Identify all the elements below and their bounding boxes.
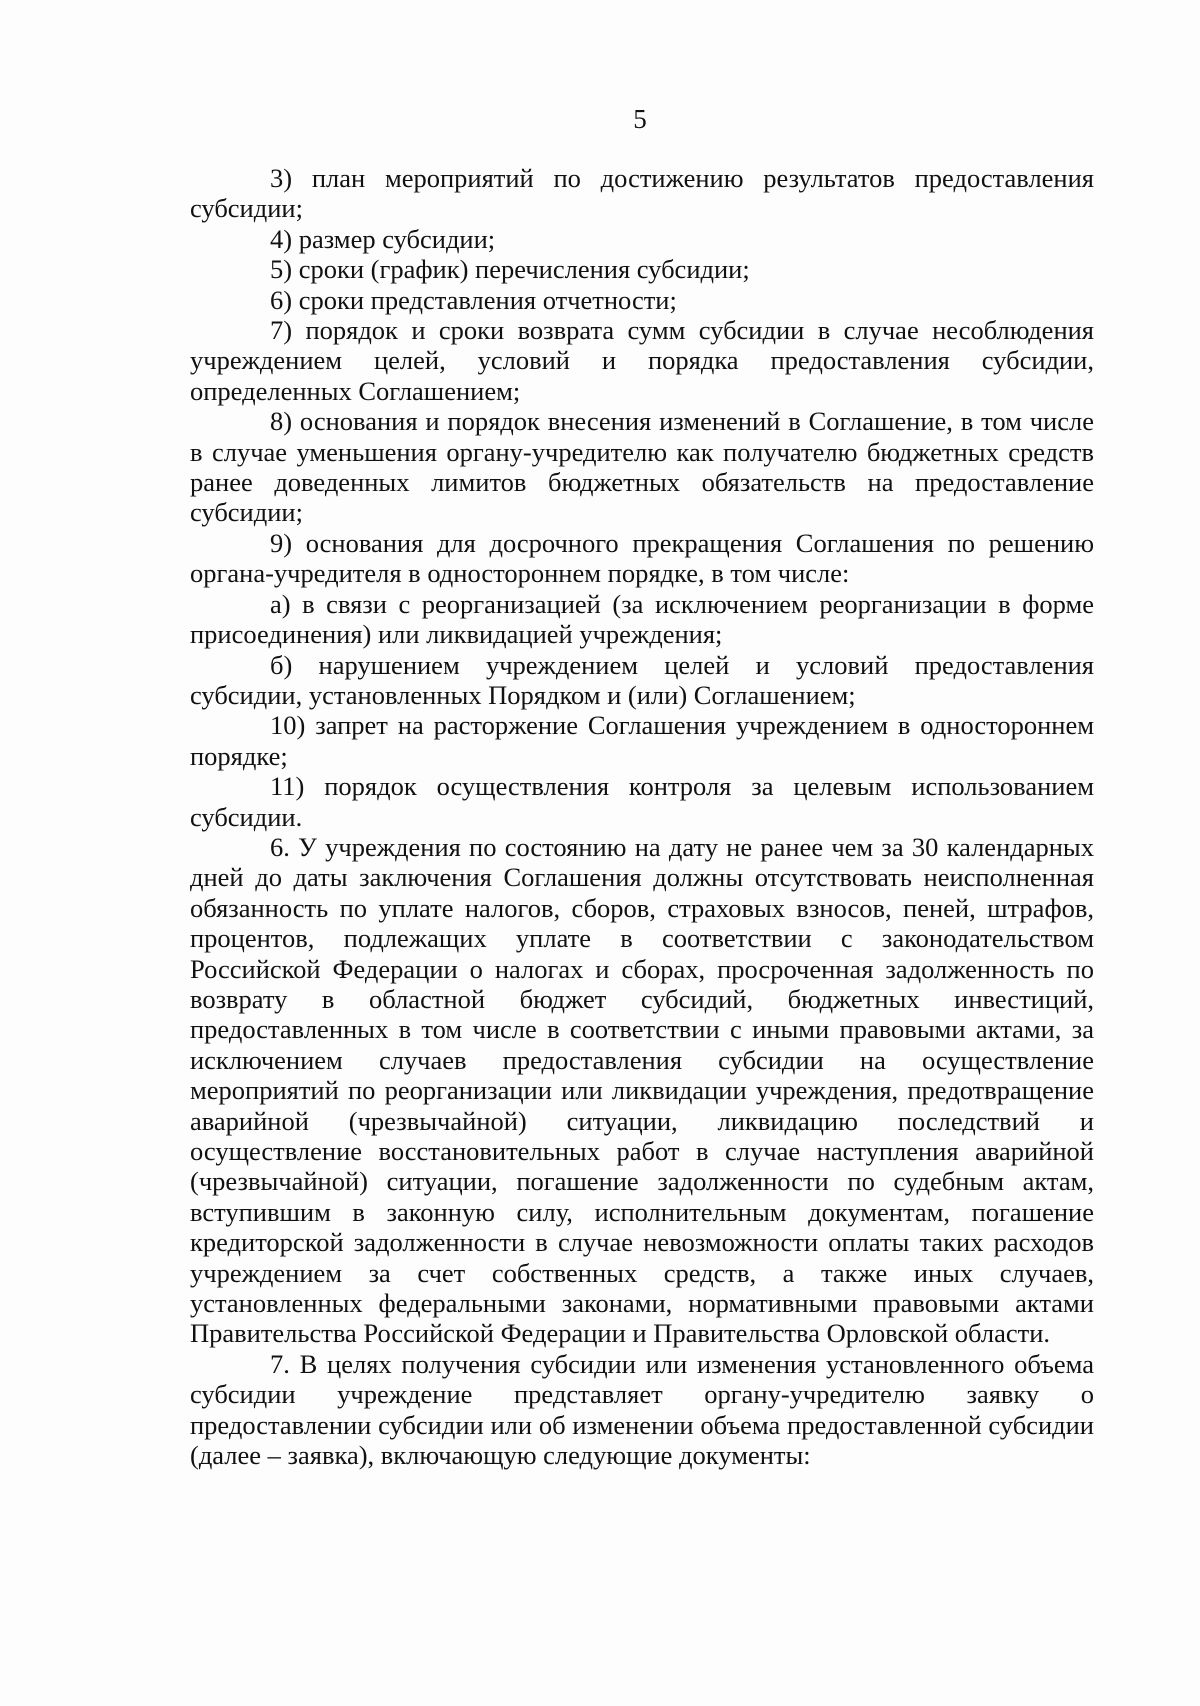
paragraph-item-10: 10) запрет на расторжение Соглашения учреждением в одностороннем порядке; (190, 710, 1094, 771)
clause-6: 6. У учреждения по состоянию на дату не ранее чем за 30 календарных дней до даты заключения Соглашения должны отсутствовать неисполненная обязанность по уплате налогов, сборов, страховых взносов, пеней, штрафов, процентов, подлежащих уплате в соответствии с законодательством Российской Федерации о налогах и сборах, просроченная задолженность по возврату в областной бюджет субсидий, бюджетных инвестиций, предоставленных в том числе в соответствии с иными правовыми актами, за исключением случаев предоставления субсидии на осуществление мероприятий по реорганизации или ликвидации учреждения, предотвращение аварийной (чрезвычайной) ситуации, ликвидацию последствий и осуществление восстановительных работ в случае наступления аварийной (чрезвычайной) ситуации, погашение задолженности по судебным актам, вступившим в законную силу, исполнительным документам, погашение кредиторской задолженности в случае невозможности оплаты таких расходов учреждением за счет собственных средств, а также иных случаев, установленных федеральными законами, нормативными правовыми актами Правительства Российской Федерации и Правительства Орловской области. (190, 831, 1094, 1349)
paragraph-subitem-a: а) в связи с реорганизацией (за исключением реорганизации в форме присоединения) или ликвидацией учреждения; (190, 588, 1094, 650)
paragraph-item-5: 5) сроки (график) перечисления субсидии; (270, 254, 750, 285)
paragraph-subitem-b: б) нарушением учреждением целей и условий предоставления субсидии, установленных Порядком и (или) Соглашением; (190, 649, 1094, 710)
document-body (190, 163, 1094, 1470)
paragraph-item-6: 6) сроки представления отчетности; (270, 284, 677, 315)
page-number: 5 (633, 104, 647, 134)
paragraph-item-7: 7) порядок и сроки возврата сумм субсидии в случае несоблюдения учреждением целей, условий и порядка предоставления субсидии, определенных Соглашением; (190, 315, 1094, 406)
paragraph-item-11: 11) порядок осуществления контроля за целевым использованием субсидии. (190, 771, 1094, 832)
paragraph-item-4: 4) размер субсидии; (270, 223, 496, 254)
paragraph-item-9: 9) основания для досрочного прекращения Соглашения по решению органа-учредителя в одностороннем порядке, в том числе: (190, 527, 1094, 589)
paragraph-item-8: 8) основания и порядок внесения изменений в Соглашение, в том числе в случае уменьшения органу-учредителю как получателю бюджетных средств ранее доведенных лимитов бюджетных обязательств на предоставление субсидии; (190, 406, 1094, 528)
clause-7: 7. В целях получения субсидии или изменения установленного объема субсидии учреждение представляет органу-учредителю заявку о предоставлении субсидии или об изменении объема предоставленной субсидии (далее – заявка), включающую следующие документы: (190, 1348, 1094, 1471)
paragraph-item-3: 3) план мероприятий по достижению результатов предоставления субсидии; (190, 163, 1094, 224)
